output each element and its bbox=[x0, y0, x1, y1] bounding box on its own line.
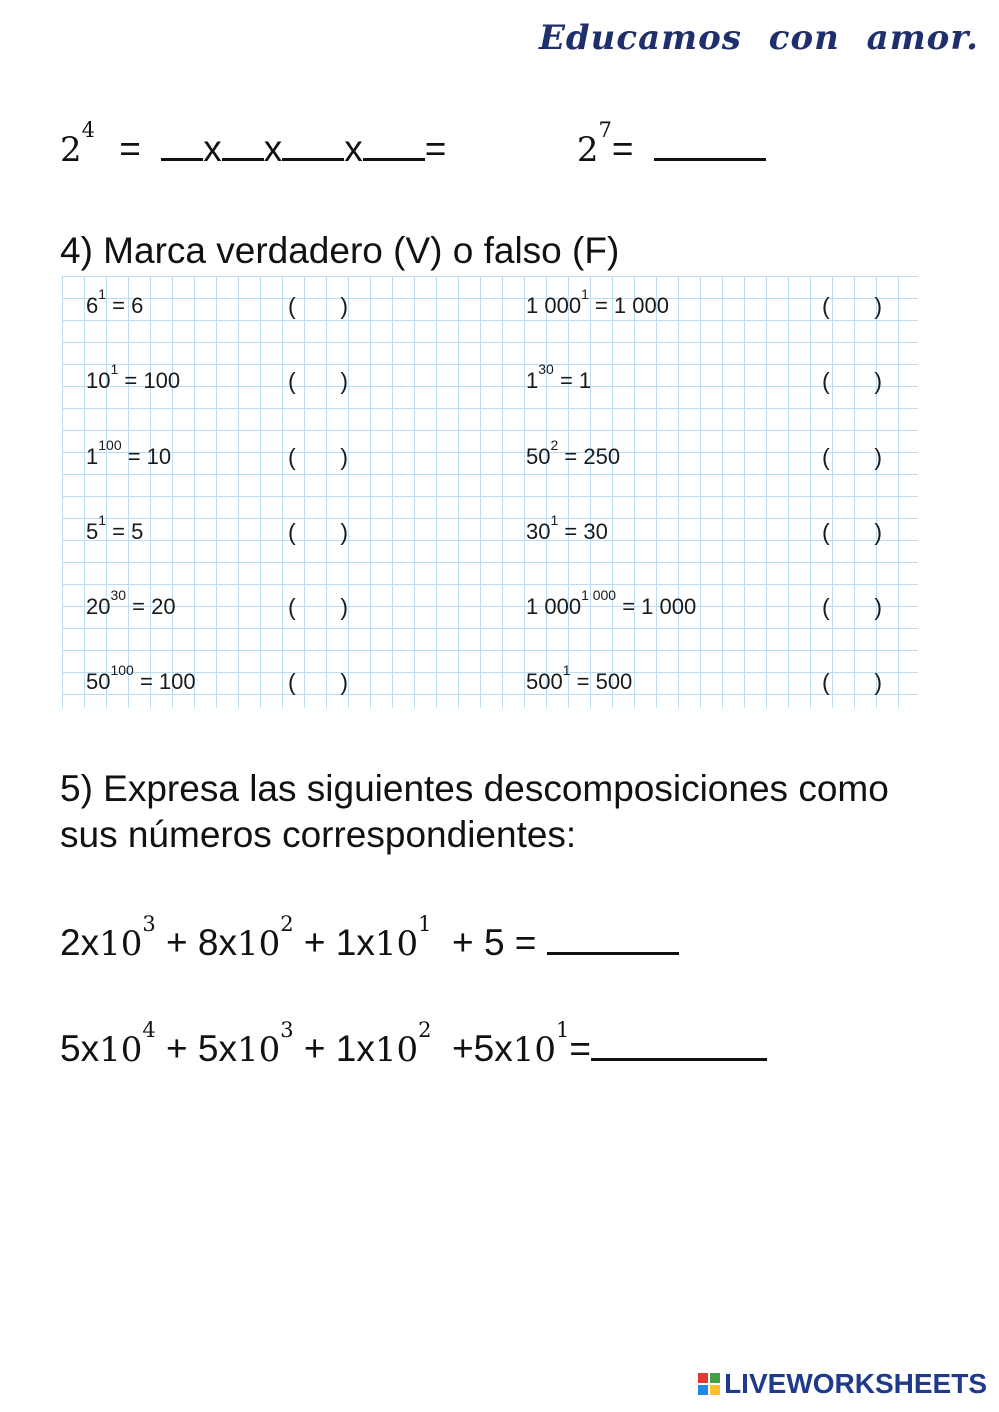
times-sign: x bbox=[344, 128, 363, 169]
exponent: 4 bbox=[81, 118, 96, 142]
answer-box[interactable]: ( ) bbox=[822, 368, 882, 394]
statement-left: $1^{100} = 10$ bbox=[86, 437, 172, 469]
answer-blank[interactable] bbox=[161, 157, 203, 161]
true-false-grid bbox=[62, 276, 918, 708]
exponent: 7 bbox=[598, 118, 612, 142]
answer-box[interactable]: ( ) bbox=[822, 594, 882, 620]
answer-box[interactable]: ( ) bbox=[822, 293, 882, 319]
times-sign: x bbox=[203, 128, 222, 169]
answer-box[interactable]: ( ) bbox=[288, 368, 348, 394]
question-5-title-line2: sus números correspondientes: bbox=[60, 814, 577, 855]
answer-blank[interactable] bbox=[363, 157, 425, 161]
answer-box[interactable]: ( ) bbox=[822, 519, 882, 545]
answer-blank[interactable] bbox=[591, 1057, 767, 1061]
answer-box[interactable]: ( ) bbox=[822, 444, 882, 470]
answer-blank[interactable] bbox=[547, 951, 679, 955]
equals-sign: = bbox=[424, 128, 447, 169]
statement-right: $1^{30} = 1$ bbox=[526, 361, 592, 393]
equals-sign: = bbox=[119, 128, 141, 169]
answer-box[interactable]: ( ) bbox=[288, 519, 348, 545]
statement-left: $50^{100} = 100$ bbox=[86, 662, 196, 694]
liveworksheets-icon bbox=[698, 1373, 720, 1395]
statement-right: $50^2 = 250$ bbox=[526, 437, 621, 469]
answer-box[interactable]: ( ) bbox=[288, 669, 348, 695]
statement-left: $20^{30} = 20$ bbox=[86, 587, 176, 619]
brand-header: Educamos con amor. bbox=[538, 18, 979, 58]
expression-2: $5x10^4 + 5x10^3 + 1x10^2 +5x10^1=$ bbox=[60, 1028, 767, 1070]
statement-right: 1 $000^1 = 1$ 000 bbox=[526, 286, 669, 318]
answer-box[interactable]: ( ) bbox=[822, 669, 882, 695]
answer-box[interactable]: ( ) bbox=[288, 293, 348, 319]
expression-1: $2x10^3 + 8x10^2 + 1x10^1 + 5$ = bbox=[60, 922, 679, 964]
statement-left: $6^1 = 6$ bbox=[86, 286, 144, 318]
answer-box[interactable]: ( ) bbox=[288, 594, 348, 620]
liveworksheets-logo bbox=[698, 1368, 987, 1400]
equals-sign: = bbox=[611, 128, 634, 169]
question-4-title: 4) Marca verdadero (V) o falso (F) bbox=[60, 230, 620, 271]
liveworksheets-text: LIVEWORKSHEETS bbox=[724, 1368, 987, 1399]
base: 2 bbox=[576, 130, 599, 170]
answer-blank[interactable] bbox=[282, 157, 344, 161]
answer-blank[interactable] bbox=[222, 157, 264, 161]
base: 2 bbox=[60, 130, 82, 170]
statement-left: $5^1 = 5$ bbox=[86, 512, 144, 544]
statement-right: $30^1 = 30$ bbox=[526, 512, 608, 544]
answer-box[interactable]: ( ) bbox=[288, 444, 348, 470]
question-5-title-line1: 5) Expresa las siguientes descomposiciones como bbox=[60, 768, 889, 809]
answer-blank[interactable] bbox=[654, 157, 766, 161]
statement-left: $10^1 = 100$ bbox=[86, 361, 181, 393]
power-expansion-line bbox=[60, 118, 766, 170]
statement-right: 1 $000^{1 000} = 1$ 000 bbox=[526, 587, 697, 619]
statement-right: $500^1 = 500$ bbox=[526, 662, 633, 694]
times-sign: x bbox=[263, 128, 283, 169]
